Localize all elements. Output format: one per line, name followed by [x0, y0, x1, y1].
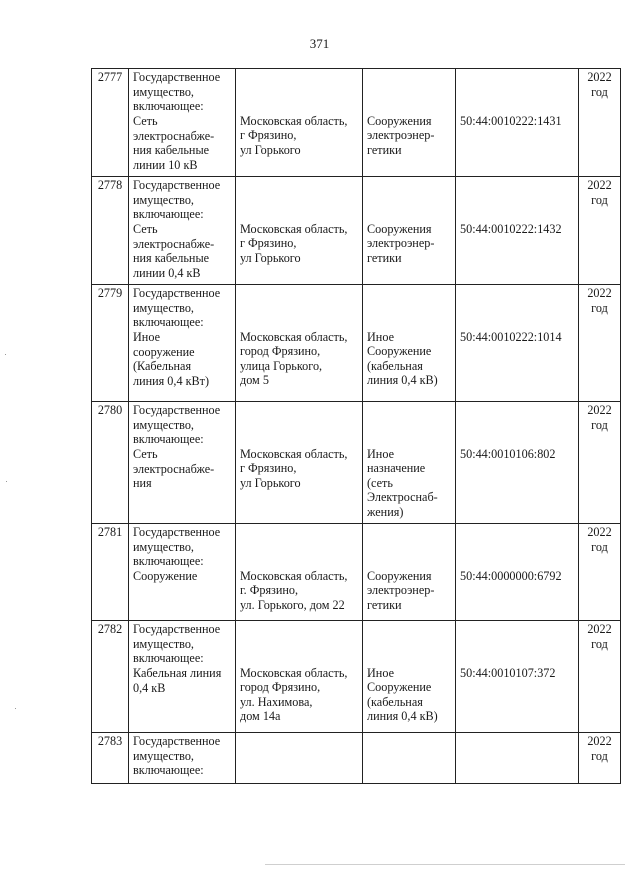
property-name — [129, 524, 236, 621]
cell-line: Иное — [367, 329, 394, 344]
cell-line: ния — [133, 476, 152, 490]
cell-line: Государственное — [133, 734, 221, 748]
cell-line: г Фрязино, — [240, 236, 297, 250]
cell-line: Государственное — [133, 622, 221, 636]
address-empty — [236, 524, 363, 569]
cell-line: линии 10 кВ — [133, 157, 198, 172]
cell-line: Иное — [367, 665, 394, 680]
object-type — [363, 447, 456, 524]
record-number — [92, 177, 129, 285]
group-heading — [129, 285, 235, 330]
cell-line: Сооружения — [367, 568, 432, 583]
cadastral-number — [456, 222, 579, 285]
property-name — [129, 69, 236, 177]
cell-line: Сеть — [133, 114, 158, 128]
cell-line: гетики — [367, 250, 402, 265]
object-name — [129, 222, 235, 280]
address-empty — [236, 285, 363, 330]
cell-line: Московская область, — [240, 221, 348, 236]
cell-line: Московская область, — [240, 113, 348, 128]
year — [579, 402, 621, 524]
cell-line: улица Горького, — [240, 358, 323, 373]
cell-line: включающее: — [133, 554, 204, 568]
cell-line: 2022 — [587, 70, 612, 84]
year-text — [579, 524, 620, 554]
record-number-text: 2779 — [97, 286, 123, 300]
address — [236, 569, 363, 621]
table-row — [92, 621, 621, 666]
type-empty — [363, 524, 456, 569]
record-number-text: 2778 — [97, 178, 123, 192]
cell-line: Сооружения — [367, 221, 432, 236]
table-row — [92, 285, 621, 330]
cell-line: линия 0,4 кВ) — [367, 709, 438, 723]
cell-line: имущество, — [133, 539, 194, 554]
cell-line: (кабельная — [367, 694, 423, 709]
cell-line: г Фрязино, — [240, 461, 297, 475]
year — [579, 621, 621, 733]
property-name — [129, 621, 236, 733]
record-number — [92, 285, 129, 402]
scan-speck — [5, 354, 6, 355]
cell-line: 2022 — [587, 286, 612, 300]
cell-line: ния кабельные — [133, 251, 210, 265]
cell-line: год — [591, 748, 608, 763]
cadastral-number-text: 50:44:0010222:1014 — [460, 329, 562, 344]
table-row — [92, 524, 621, 569]
year-text — [579, 733, 620, 763]
cell-line: Московская область, — [240, 446, 348, 461]
cell-line: Сооружение — [133, 569, 198, 583]
cell-line: гетики — [367, 597, 402, 612]
cell-line: 2022 — [587, 178, 612, 192]
table-row — [92, 733, 621, 784]
cell-line: ул. Нахимова, — [240, 694, 313, 709]
address — [236, 447, 363, 524]
cell-line: г Фрязино, — [240, 128, 297, 142]
object-type — [363, 222, 456, 285]
cell-line: Сооружение — [367, 344, 432, 358]
cell-line: Государственное — [133, 403, 221, 417]
cell-line: г. Фрязино, — [240, 583, 299, 597]
year-text — [579, 177, 620, 207]
year — [579, 69, 621, 177]
property-name — [129, 177, 236, 285]
cell-line: линии 0,4 кВ — [133, 265, 201, 280]
cell-line: линия 0,4 кВ) — [367, 373, 438, 387]
cell-line: включающее: — [133, 651, 204, 665]
record-number-text: 2780 — [97, 403, 123, 417]
address — [236, 330, 363, 402]
group-heading — [129, 177, 235, 222]
cadastral-empty — [456, 402, 579, 447]
table-row — [92, 402, 621, 447]
cell-line: Государственное — [133, 178, 221, 192]
cell-line: ния кабельные — [133, 143, 210, 157]
address-empty — [236, 177, 363, 222]
cell-line: 2022 — [587, 622, 612, 636]
cell-line: жения) — [367, 504, 404, 519]
address — [236, 114, 363, 177]
cadastral-empty — [456, 733, 579, 784]
record-number — [92, 402, 129, 524]
cell-line: 2022 — [587, 525, 612, 539]
cell-line: электроэнер- — [367, 236, 435, 250]
object-name — [129, 114, 235, 172]
cadastral-empty — [456, 69, 579, 114]
cell-line: назначение — [367, 461, 426, 475]
cell-line: 2022 — [587, 403, 612, 417]
record-number — [92, 524, 129, 621]
cell-line: ул Горького — [240, 250, 301, 265]
cell-line: гетики — [367, 142, 402, 157]
record-number — [92, 69, 129, 177]
cadastral-empty — [456, 285, 579, 330]
type-empty — [363, 621, 456, 666]
cadastral-number — [456, 447, 579, 524]
cell-line: электроснабже- — [133, 236, 215, 251]
object-name — [129, 666, 235, 695]
address-empty — [236, 621, 363, 666]
object-name — [129, 447, 235, 491]
record-number-text: 2782 — [97, 622, 123, 636]
cadastral-number — [456, 114, 579, 177]
cadastral-number — [456, 666, 579, 733]
cell-line: Электроснаб- — [367, 490, 438, 504]
scan-edge-line — [265, 864, 625, 865]
group-heading — [129, 733, 235, 783]
cadastral-number-text: 50:44:0000000:6792 — [460, 568, 562, 583]
cadastral-empty — [456, 177, 579, 222]
cadastral-number-text: 50:44:0010107:372 — [460, 665, 556, 680]
property-name — [129, 285, 236, 402]
year — [579, 177, 621, 285]
record-number — [92, 621, 129, 733]
year — [579, 285, 621, 402]
cell-line: год — [591, 539, 608, 554]
address — [236, 222, 363, 285]
object-type — [363, 666, 456, 733]
record-number-text: 2783 — [97, 734, 123, 748]
property-name — [129, 733, 236, 784]
cell-line: дом 14а — [240, 709, 281, 723]
scan-speck — [15, 708, 16, 709]
type-empty — [363, 177, 456, 222]
cell-line: линия 0,4 кВт) — [133, 373, 210, 388]
registry-body — [92, 69, 621, 784]
cell-line: (Кабельная — [133, 359, 192, 373]
cell-line: Московская область, — [240, 665, 348, 680]
cell-line: ул. Горького, дом 22 — [240, 597, 345, 612]
cell-line: (сеть — [367, 475, 393, 490]
cell-line: ул Горького — [240, 475, 301, 490]
cell-line: имущество, — [133, 417, 194, 432]
cell-line: имущество, — [133, 748, 194, 763]
address-empty — [236, 733, 363, 784]
cell-line: включающее: — [133, 763, 204, 777]
object-type — [363, 114, 456, 177]
cell-line: Государственное — [133, 70, 221, 84]
cadastral-empty — [456, 524, 579, 569]
year-text — [579, 621, 620, 651]
cell-line: год — [591, 192, 608, 207]
cell-line: ул Горького — [240, 142, 301, 157]
cell-line: Сооружение — [367, 680, 432, 694]
cell-line: электроснабже- — [133, 461, 215, 476]
group-heading — [129, 524, 235, 569]
cell-line: Сеть — [133, 222, 158, 236]
cadastral-number-text: 50:44:0010222:1432 — [460, 221, 562, 236]
cell-line: электроснабже- — [133, 128, 215, 143]
group-heading — [129, 69, 235, 114]
year-text — [579, 69, 620, 99]
property-name — [129, 402, 236, 524]
cell-line: включающее: — [133, 99, 204, 113]
group-heading — [129, 402, 235, 447]
group-heading — [129, 621, 235, 666]
type-empty — [363, 733, 456, 784]
cell-line: дом 5 — [240, 373, 269, 387]
record-number-text: 2777 — [97, 70, 123, 84]
table-row — [92, 69, 621, 114]
cell-line: имущество, — [133, 300, 194, 315]
object-type — [363, 330, 456, 402]
type-empty — [363, 69, 456, 114]
cell-line: включающее: — [133, 207, 204, 221]
cadastral-number — [456, 330, 579, 402]
cell-line: имущество, — [133, 636, 194, 651]
cell-line: город Фрязино, — [240, 344, 321, 358]
cell-line: Сеть — [133, 447, 158, 461]
property-registry-table — [91, 68, 621, 784]
cell-line: год — [591, 300, 608, 315]
record-number — [92, 733, 129, 784]
cadastral-number — [456, 569, 579, 621]
type-empty — [363, 285, 456, 330]
cell-line: 0,4 кВ — [133, 680, 166, 695]
cell-line: 2022 — [587, 734, 612, 748]
cell-line: год — [591, 417, 608, 432]
address — [236, 666, 363, 733]
cell-line: год — [591, 636, 608, 651]
cell-line: год — [591, 84, 608, 99]
type-empty — [363, 402, 456, 447]
address-empty — [236, 69, 363, 114]
cell-line: электроэнер- — [367, 128, 435, 142]
cell-line: Государственное — [133, 286, 221, 300]
cell-line: город Фрязино, — [240, 680, 321, 694]
cadastral-number-text: 50:44:0010106:802 — [460, 446, 556, 461]
record-number-text: 2781 — [97, 525, 123, 539]
cell-line: сооружение — [133, 344, 195, 359]
cell-line: Кабельная линия — [133, 666, 222, 680]
object-name — [129, 330, 235, 388]
cell-line: Московская область, — [240, 329, 348, 344]
address-empty — [236, 402, 363, 447]
cell-line: Иное — [367, 446, 394, 461]
cell-line: электроэнер- — [367, 583, 435, 597]
cadastral-empty — [456, 621, 579, 666]
year — [579, 733, 621, 784]
table-row — [92, 177, 621, 222]
object-type — [363, 569, 456, 621]
cell-line: Московская область, — [240, 568, 348, 583]
cell-line: имущество, — [133, 192, 194, 207]
cell-line: (кабельная — [367, 358, 423, 373]
page-number: 371 — [309, 36, 330, 51]
year — [579, 524, 621, 621]
cadastral-number-text: 50:44:0010222:1431 — [460, 113, 562, 128]
year-text — [579, 285, 620, 315]
cell-line: Сооружения — [367, 113, 432, 128]
scan-speck — [6, 481, 7, 482]
object-name — [129, 569, 235, 584]
cell-line: включающее: — [133, 432, 204, 446]
cell-line: Иное — [133, 330, 160, 344]
year-text — [579, 402, 620, 432]
cell-line: включающее: — [133, 315, 204, 329]
cell-line: Государственное — [133, 525, 221, 539]
cell-line: имущество, — [133, 84, 194, 99]
